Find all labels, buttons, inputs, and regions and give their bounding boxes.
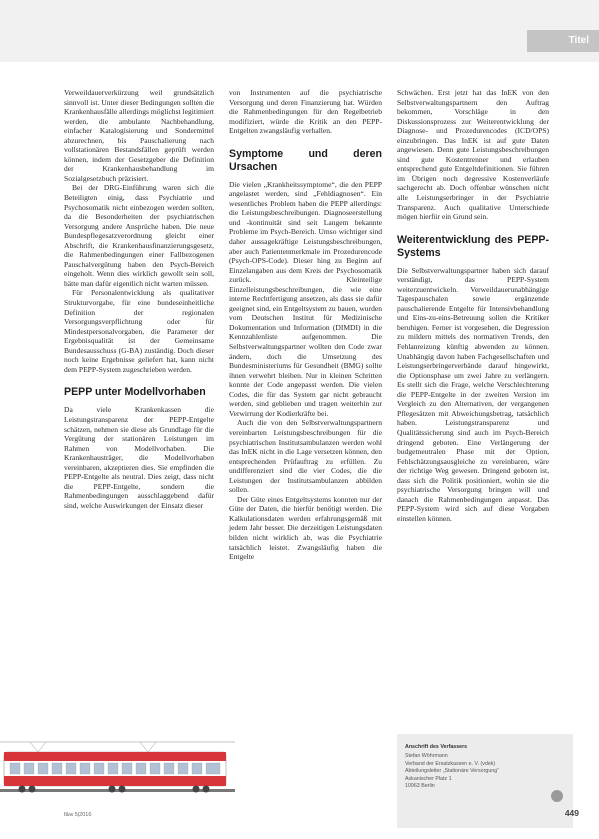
paragraph: von Instrumenten auf die psychiatrische Versorgung und deren Finanzierung hat. Würden die Rahmenbedingungen für den Regelbetrieb modifiziert, würde die Kritik an den PEPP-Entgelten zwangsläufig verhallen. bbox=[229, 88, 382, 136]
article-column-1 bbox=[64, 88, 214, 510]
infobox-line: Stefan Wöhrmann bbox=[405, 753, 448, 760]
paragraph: Für Personalentwicklung als qualitativer Strukturvorgabe, für eine bundeseinheitliche Definition der regionalen Versorgungsverpflichtung oder für Mindestpersonalvorgaben, die Parameter der Ergebnisqualität ist der Gemeinsame Bundesausschuss (G-BA) zuständig. Doch dieser noch keine Ergebnisse geliefert hat, kann nicht dem PEPP-System zugeschrieben werden. bbox=[64, 288, 214, 374]
section-heading: Weiterentwicklung des PEPP-Systems bbox=[397, 233, 549, 259]
paragraph: Da viele Krankenkassen die Leistungstransparenz der PEPP-Entgelte schätzen, nehmen sie diese als Grundlage für die Vergütung der stationären Leistungen im Rahmen von Modellvorhaben. Die Krankenhausträger, die Modellvorhaben vereinbaren, akzeptieren dies. Sie empfinden die PEPP-Entgelte als neutral. Dies zeigt, dass nicht die PEPP-Entgelte, sondern die Rahmenbedingungen ausschlaggebend dafür sind, welche Auswirkungen der Einsatz dieser bbox=[64, 405, 214, 510]
page-number: 449 bbox=[564, 808, 579, 818]
infobox-line: Verband der Ersatzkassen e. V. (vdek) bbox=[405, 760, 496, 767]
article-column-2 bbox=[229, 88, 382, 562]
author-infobox bbox=[397, 734, 573, 828]
paragraph: Der Güte eines Entgeltsystems konnten nur der Güte der Daten, die hierfür benötigt werden. Die Kalkulationsdaten werden erfahrungsgemäß mit jedem Jahr besser. Die derzeitigen Leistungsdaten bilden nicht wirklich ab, was die Psychiatrie tatsächlich leistet. Zwangsläufig haben die Entgelte bbox=[229, 494, 382, 562]
paragraph: Verweildauerverkürzung weil grundsätzlich sinnvoll ist. Unter dieser Bedingungen sollten die Krankenhausfälle allerdings möglichst legitimiert werden, die ambulante Nachbehandlung, einfacher Katalogisierung und Sondermittel abzurechnen, bis Pauschalierung nach vollstationären Bestandsfällen geprüft werden können, indem der Gesetzgeber die Definition der Krankenhausbehandlung im Sozialgesetzbuch präzisiert. bbox=[64, 88, 214, 183]
infobox-title: Anschrift des Verfassers bbox=[405, 744, 468, 750]
paragraph: Die vielen „Krankheitssymptome“, die den PEPP angelastet werden, sind „Fehldiagnosen“. Ein wesentliches Problem haben die PEPP allerdings: die Leistungsbeschreibungen. Diagnoseerstellung und -kontinuität sind seit Langem bekannte Probleme im Psych-Bereich. Umso wichtiger sind daher aussagekräftige Leistungsbeschreibungen, aber auch Patientenmerkmale im Prozedurencode (Psych-OPS-Code). Dieser hing zu Beginn auf Einzelangaben aus dem Kreis der Psychosomatik zurück. Kleinteilige Einzelleistungsbeschreibungen, die wie eine interne Rechtfertigung ansetzen, als dass sie dafür geeignet sind, ein Entgeltsystem zu bauen, wurden vom Deutschen Institut für Medizinische Dokumentation und Information (DIMDI) in die Kennzahlenliste aufgenommen. Die Selbstverwaltungspartner wollten den Code zwar ändern, doch die Umsetzung des Bundesministeriums für Gesundheit (BMG) sollte ihnen verwehrt bleiben. Nur in kleinen Schritten konnte der Code angepasst werden. Die vielen Codes, die für das System gar nicht gebraucht werden, sind geblieben und tragen weiterhin zur Verwirrung der Kodierkräfte bei. bbox=[229, 179, 382, 418]
author-photo-placeholder bbox=[551, 790, 563, 802]
footer-publication: f&w 5|2016 bbox=[64, 812, 92, 818]
paragraph: Auch die von den Selbstverwaltungspartnern vereinbarten Leistungsbeschreibungen für die psychiatrischen Institutsambulanzen werden wohl das InEK nicht in die Lage versetzen können, den entsprechenden Prüfauftrag zu erfüllen. Zu undifferenziert sind die vier Codes, die die Leistungen der Institutsambulanzen abbilden sollen. bbox=[229, 418, 382, 495]
header-band bbox=[0, 0, 599, 62]
article-column-3 bbox=[397, 88, 549, 523]
paragraph: Bei der DRG-Einführung waren sich die Beteiligten einig, dass Psychiatrie und Psychosomatik nicht einbezogen werden sollten, da die Besonderheiten der psychiatrischen Versorgung andere Ansprüche haben. Die neue Bundespflegesatzverordnung gleicht einer Abschrift, die Krankenhausfinanzierungsgesetz, die Rahmenbedingungen einer Fallbezogenen Pauschalvergütung haben den Psych-Bereich eingeholt. Wenn dies wirklich gewollt sein soll, hätte man dafür eigentlich nicht warten müssen. bbox=[64, 183, 214, 288]
infobox-line: Askanischer Platz 1 bbox=[405, 775, 452, 782]
section-tab: Titel bbox=[527, 30, 599, 52]
section-heading: PEPP unter Modellvorhaben bbox=[64, 386, 206, 399]
infobox-line: 10963 Berlin bbox=[405, 783, 435, 790]
infobox-line: Abteilungsleiter „Stationäre Versorgung“ bbox=[405, 768, 499, 775]
section-heading: Symptome und deren Ursachen bbox=[229, 147, 382, 173]
paragraph: Schwächen. Erst jetzt hat das InEK von den Selbstverwaltungspartnern den Auftrag bekommen, Vorschläge in den Diskussionsprozess zur Weiterentwicklung der Diagnose- und Prozedurencodes (ICD/OPS) einzubringen. Das InEK ist auf gute Daten angewiesen. Denn gute Leistungsbeschreibungen sind gute Kostentrenner und erlauben entsprechend gute Entgeltdefinitionen. Sie führen im Übrigen noch degressive Kostenverläufe sachgerecht ab. Doch offenbar wünschen nicht alle Leistungserbringer in der Psychiatrie Transparenz. Auch qualitative Unterschiede mögen hierfür ein Grund sein. bbox=[397, 88, 549, 222]
train-illustration bbox=[0, 734, 235, 800]
paragraph: Die Selbstverwaltungspartner haben sich darauf verständigt, das PEPP-System weiterzuentwickeln. Verweildauerunabhängige Tagespauschalen sowie ergänzende pauschalierende Entgelte für Intensivbehandlung und Eins-zu-eins-Betreuung sollen die Kritiker beruhigen. Ferner ist vorgesehen, die Degression zu mildern mittels des normativen Trends, den Fehlanreizung künftig abwenden zu können. Unabhängig davon haben Fachgesellschaften und Leistungserbringerverbände darauf hingewirkt, die Optionsphase um zwei Jahre zu verlängern. Es stellt sich die Frage, welche Verschlechterung die PEPP-Entgelte in der zweiten Version im Vergleich zu den Alternativen, der vergangenen Pflegesätzen mit Abweichungsbetrag, tatsächlich haben. Leistungstransparenz und Qualitätssicherung sind auch im Psych-Bereich dringend geboten. Eine Verlängerung der budgetneutralen Phase mit der Option, Fehlschätzungsausgleiche zu vereinbaren, wäre der richtige Weg gewesen. Dringend geboten ist, dass sich die Politik positioniert, wohin sie die psychiatrische Versorgung bringen will und danach die Rahmenbedingungen anpasst. Das PEPP-System wird sich auf diese Vorgaben einstellen können. bbox=[397, 265, 549, 523]
